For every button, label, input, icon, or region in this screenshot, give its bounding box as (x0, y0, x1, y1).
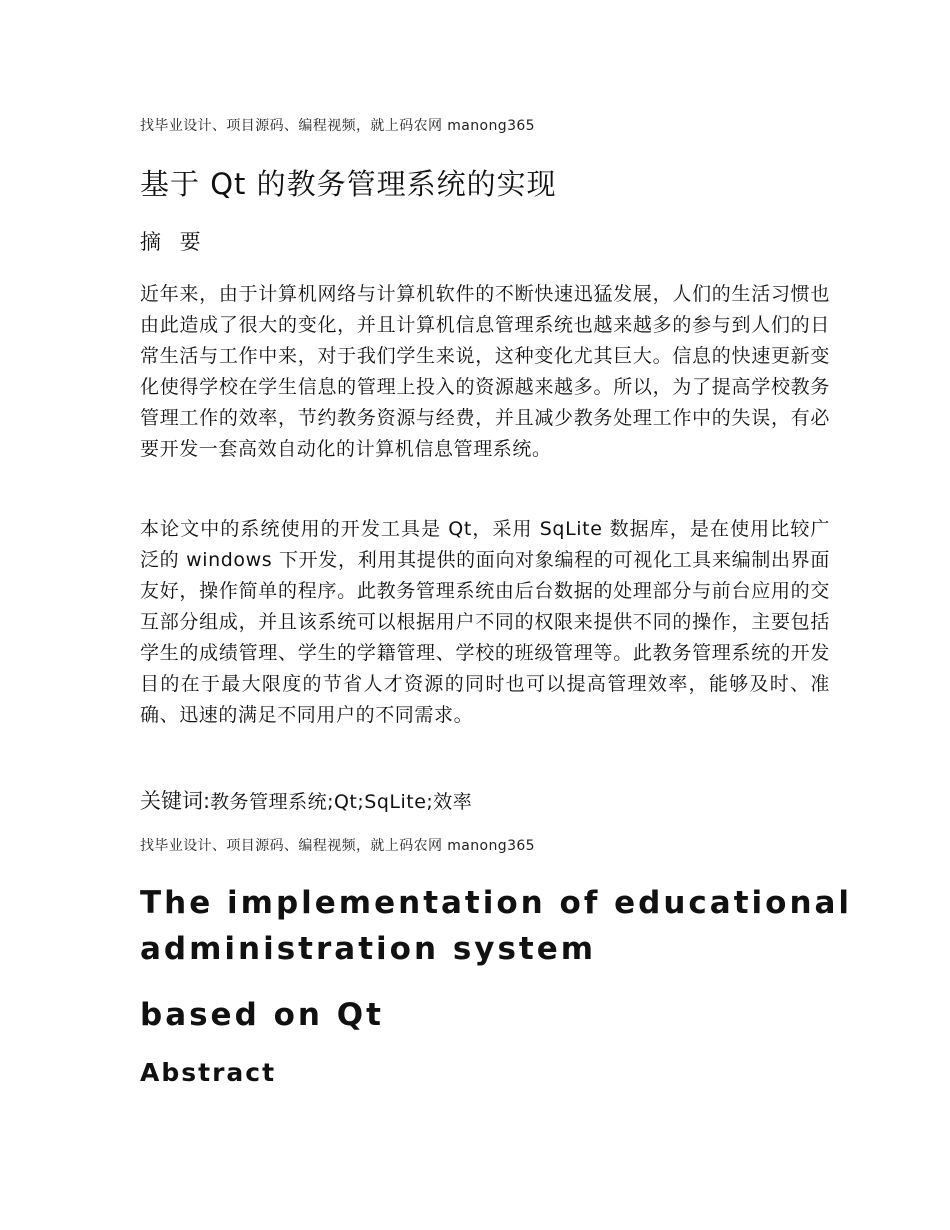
keywords-line (140, 786, 472, 817)
title-en-line-2: administration system (140, 931, 597, 967)
abstract-paragraph-2: 本论文中的系统使用的开发工具是 Qt，采用 SqLite 数据库，是在使用比较广泛的 windows 下开发，利用其提供的面向对象编程的可视化工具来编制出界面友好，操作简单的程序。此教务管理系统由后台数据的处理部分与前台应用的交互部分组成，并且该系统可以根据用户不同的权限来提供不同的操作，主要包括学生的成绩管理、学生的学籍管理、学校的班级管理等。此教务管理系统的开发目的在于最大限度的节省人才资源的同时也可以提高管理效率，能够及时、准确、迅速的满足不同用户的不同需求。 (140, 518, 830, 726)
subtitle-en: based on Qt (140, 997, 384, 1033)
title-en-line-1: The implementation of educational (140, 885, 853, 921)
abstract-heading-cn: 摘 要 (140, 230, 207, 254)
keywords-label: 关键词: (140, 789, 211, 813)
keywords-text: 教务管理系统;Qt;SqLite;效率 (210, 791, 473, 813)
abstract-heading-en: Abstract (140, 1058, 277, 1087)
page-title-cn: 基于 Qt 的教务管理系统的实现 (140, 167, 557, 201)
header-note-top: 找毕业设计、项目源码、编程视频，就上码农网 manong365 (140, 118, 535, 134)
abstract-paragraph-1: 近年来，由于计算机网络与计算机软件的不断快速迅猛发展，人们的生活习惯也由此造成了很大的变化，并且计算机信息管理系统也越来越多的参与到人们的日常生活与工作中来，对于我们学生来说，这种变化尤其巨大。信息的快速更新变化使得学校在学生信息的管理上投入的资源越来越多。所以，为了提高学校教务管理工作的效率，节约教务资源与经费，并且减少教务处理工作中的失误，有必要开发一套高效自动化的计算机信息管理系统。 (140, 283, 830, 460)
header-note-mid: 找毕业设计、项目源码、编程视频，就上码农网 manong365 (140, 838, 535, 854)
page-title-en (140, 880, 860, 972)
